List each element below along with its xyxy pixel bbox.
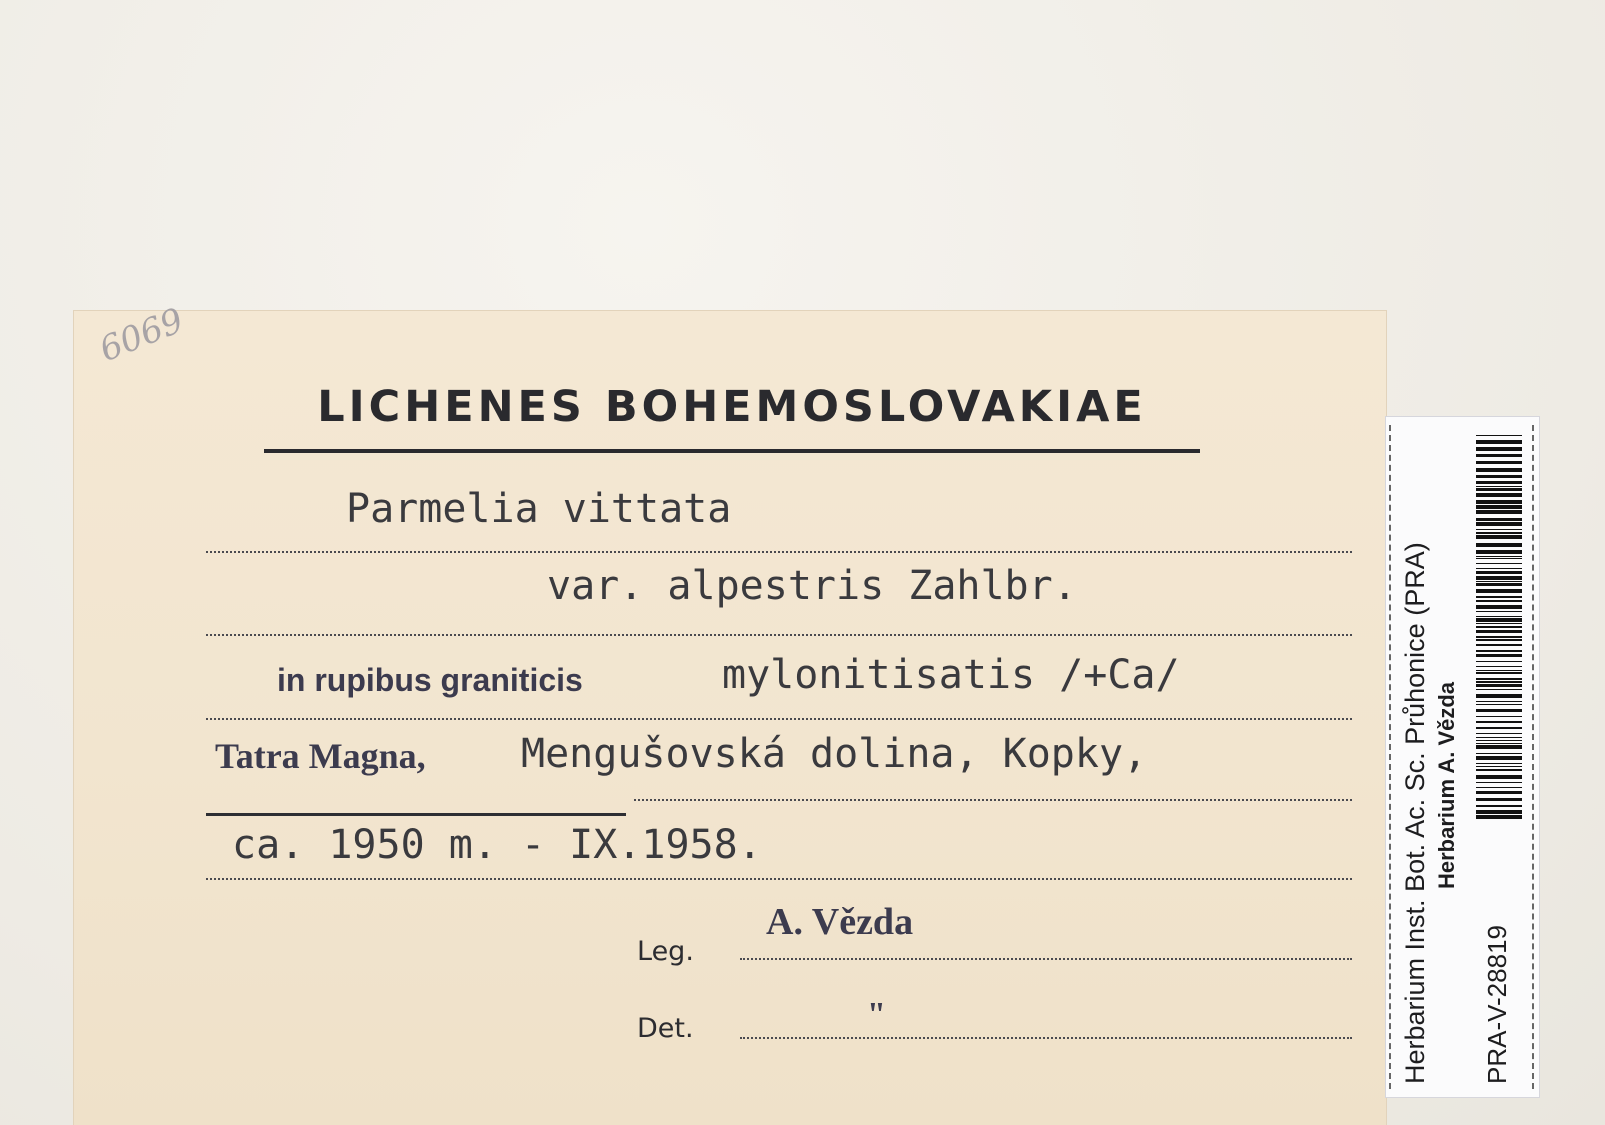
- barcode-bar: [1476, 639, 1522, 641]
- barcode-tag: [1386, 417, 1539, 1097]
- variety-name: var. alpestris Zahlbr.: [547, 563, 1077, 609]
- institution-text: Herbarium Inst. Bot. Ac. Sc. Průhonice (PRA): [1400, 542, 1430, 1084]
- barcode-bar: [1476, 733, 1522, 734]
- barcode-bar: [1476, 721, 1522, 723]
- barcode-bar: [1476, 689, 1522, 690]
- barcode-bar: [1476, 727, 1522, 729]
- barcode-bar: [1476, 556, 1522, 557]
- barcode-bar: [1476, 558, 1522, 559]
- barcode-bar: [1476, 756, 1522, 760]
- collection-text: Herbarium A. Vězda: [1434, 681, 1459, 889]
- barcode-bar: [1476, 600, 1522, 602]
- barcode-bar: [1476, 581, 1522, 582]
- barcode-bar: [1476, 694, 1522, 698]
- barcode-bar: [1476, 787, 1522, 788]
- dotted-rule-2: [206, 634, 1352, 636]
- species-name: Parmelia vittata: [346, 486, 732, 532]
- barcode-bar: [1476, 535, 1522, 539]
- leg-label: Leg.: [637, 936, 694, 967]
- barcode: [1476, 435, 1522, 820]
- barcode-bar: [1476, 454, 1522, 457]
- barcode-bar: [1476, 568, 1522, 569]
- habitat-stamp: in rupibus graniticis: [277, 662, 583, 698]
- det-dotted-rule: [740, 1037, 1352, 1039]
- barcode-bar: [1476, 670, 1522, 671]
- barcode-bar: [1476, 805, 1522, 807]
- barcode-bar: [1476, 661, 1522, 662]
- altitude-date: ca. 1950 m. - IX.1958.: [232, 822, 762, 868]
- barcode-bar: [1476, 709, 1522, 712]
- barcode-bar: [1476, 505, 1522, 509]
- habitat-typed: mylonitisatis /+Ca/: [722, 652, 1180, 698]
- barcode-bar: [1476, 500, 1522, 504]
- barcode-bar: [1476, 447, 1522, 451]
- barcode-bar: [1476, 623, 1522, 624]
- barcode-bar: [1476, 626, 1522, 628]
- leg-dotted-rule: [740, 958, 1352, 960]
- barcode-bar: [1476, 616, 1522, 617]
- collector-name: A. Vězda: [766, 901, 914, 943]
- barcode-bar: [1476, 672, 1522, 674]
- pencil-accession-number: 6069: [94, 300, 190, 371]
- barcode-bar: [1476, 522, 1522, 526]
- barcode-bar: [1476, 815, 1522, 819]
- barcode-bar: [1476, 740, 1522, 741]
- barcode-bar: [1476, 440, 1522, 444]
- barcode-bar: [1476, 636, 1522, 638]
- barcode-bar: [1476, 583, 1522, 586]
- barcode-bar: [1476, 798, 1522, 801]
- determiner-ditto: ": [867, 996, 886, 1033]
- barcode-bar: [1476, 493, 1522, 497]
- barcode-bar: [1476, 681, 1522, 683]
- barcode-bar: [1476, 611, 1522, 612]
- dotted-rule-5: [206, 878, 1352, 880]
- barcode-bar: [1476, 486, 1522, 487]
- tag-left-dash: [1389, 425, 1391, 1089]
- barcode-bar: [1476, 791, 1522, 794]
- dotted-rule-3: [206, 718, 1352, 720]
- barcode-bar: [1476, 488, 1522, 491]
- barcode-bar: [1476, 654, 1522, 657]
- barcode-bar: [1476, 435, 1522, 436]
- barcode-bar: [1476, 596, 1522, 598]
- barcode-bar: [1476, 775, 1522, 779]
- barcode-bar: [1476, 518, 1522, 521]
- barcode-bar: [1476, 678, 1522, 680]
- locality-typed: Mengušovská dolina, Kopky,: [521, 731, 1148, 777]
- barcode-bar: [1476, 644, 1522, 646]
- barcode-bar: [1476, 810, 1522, 814]
- barcode-bar: [1476, 532, 1522, 534]
- barcode-bar: [1476, 475, 1522, 478]
- barcode-bar: [1476, 576, 1522, 580]
- barcode-bar: [1476, 782, 1522, 783]
- barcode-bar: [1476, 571, 1522, 574]
- barcode-bar: [1476, 769, 1522, 771]
- det-label: Det.: [637, 1013, 694, 1044]
- barcode-bar: [1476, 737, 1522, 738]
- tag-right-dash: [1532, 425, 1534, 1089]
- locality-stamp: Tatra Magna,: [215, 736, 426, 776]
- barcode-bar: [1476, 650, 1522, 652]
- barcode-bar: [1476, 618, 1522, 622]
- barcode-bar: [1476, 704, 1522, 705]
- barcode-bar: [1476, 589, 1522, 593]
- header-underline: [264, 449, 1200, 453]
- barcode-bar: [1476, 753, 1522, 754]
- locality-underline: [206, 813, 626, 816]
- specimen-label: [74, 300, 1386, 1125]
- barcode-bar: [1476, 766, 1522, 767]
- barcode-bar: [1476, 563, 1522, 564]
- barcode-bar: [1476, 468, 1522, 472]
- barcode-bar: [1476, 529, 1522, 530]
- barcode-bar: [1476, 743, 1522, 744]
- barcode-bar: [1476, 630, 1522, 633]
- barcode-bar: [1476, 716, 1522, 717]
- label-header: LICHENES BOHEMOSLOVAKIAE: [317, 382, 1147, 432]
- barcode-bar: [1476, 481, 1522, 484]
- barcode-bar: [1476, 684, 1522, 687]
- dotted-rule-4: [634, 799, 1352, 801]
- barcode-bar: [1476, 666, 1522, 667]
- dotted-rule-1: [206, 551, 1352, 553]
- barcode-bar: [1476, 543, 1522, 547]
- barcode-bar: [1476, 701, 1522, 702]
- catalog-number: PRA-V-28819: [1482, 925, 1512, 1084]
- barcode-bar: [1476, 461, 1522, 464]
- barcode-bar: [1476, 763, 1522, 764]
- barcode-bar: [1476, 745, 1522, 749]
- barcode-bar: [1476, 605, 1522, 609]
- barcode-bar: [1476, 510, 1522, 514]
- barcode-bar: [1476, 550, 1522, 554]
